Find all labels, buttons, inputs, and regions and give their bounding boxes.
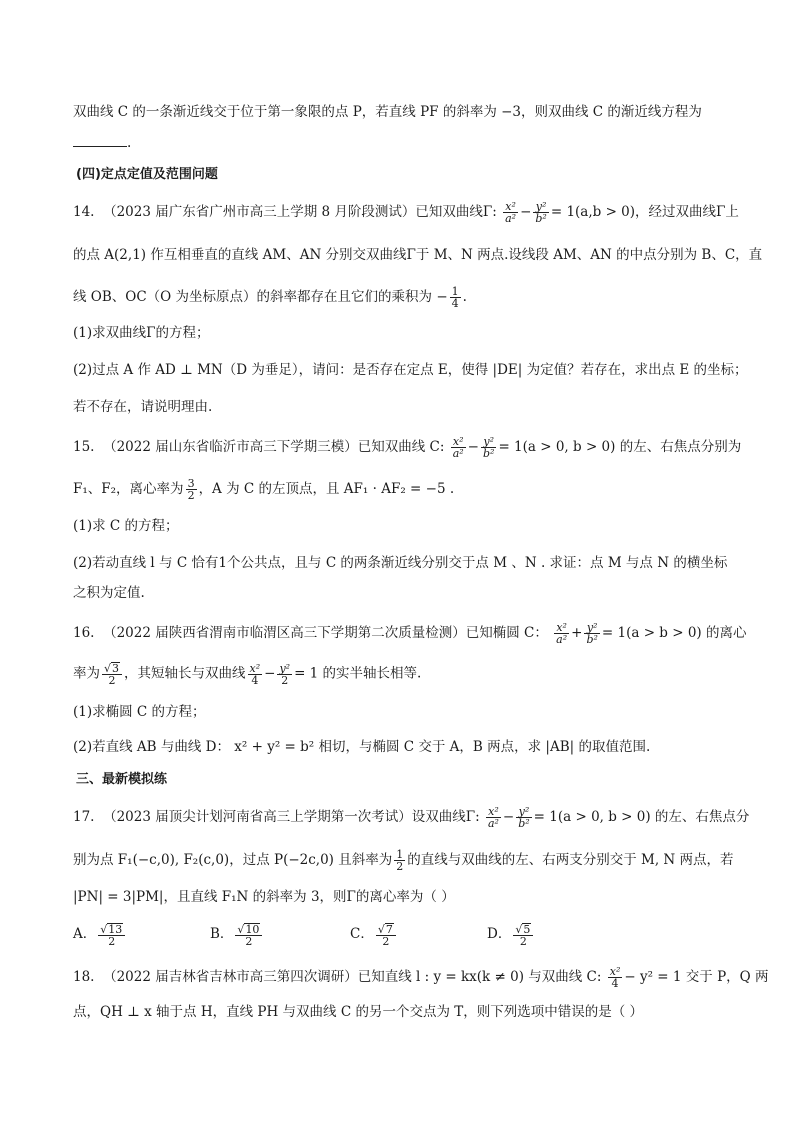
question-18-line2: 点，QH ⊥ x 轴于点 H，直线 PH 与双曲线 C 的另一个交点为 T，则下列选项中错误的是（ ） xyxy=(73,1004,644,1020)
question-17-line3: |PN| = 3|PM|，且直线 F₁N 的斜率为 3，则Γ的离心率为（ ） xyxy=(73,889,455,905)
fraction: $\frac{\text{y²}}{2}$ xyxy=(279,661,291,687)
question-14-part2b: 若不存在，请说明理由. xyxy=(73,399,213,415)
fraction: $\frac{3}{2}$ xyxy=(187,477,195,502)
choice-a: A． $\frac{√13}{2}$ xyxy=(73,922,127,947)
answer-blank-line: . xyxy=(73,133,131,153)
section-title: 三、最新模拟练 xyxy=(76,772,168,787)
question-17-line2: 别为点 F₁(−c,0), F₂(c,0)，过点 P(−2c,0) 且斜率为 $\frac{1}{2}$ 的直线与双曲线的左、右两支分别交于 M, N 两点，若 xyxy=(73,848,734,873)
question-15-part1: (1)求 C 的方程； xyxy=(73,518,179,534)
question-14-line1: 14. （2023 届广东省广州市高三上学期 8 月阶段测试）已知双曲线Γ: $\frac{\text{x²}}{\text{a²}}$ − $\frac{\text{y²}}{\text{b²}}$ = 1(a,b > 0)，经过双曲线Γ上 xyxy=(73,200,739,225)
question-16-part2: (2)若直线 AB 与曲线 D： x² + y² = b² 相切，与椭圆 C 交于 A，B 两点，求 |AB| 的取值范围. xyxy=(73,739,651,755)
fraction: $\frac{\text{x²}}{4}$ xyxy=(609,965,621,990)
fraction: $\frac{1}{4}$ xyxy=(451,285,459,310)
fraction: $\frac{\text{x²}}{\text{a²}}$ xyxy=(452,435,464,460)
question-15-line1: 15. （2022 届山东省临沂市高三下学期三模）已知双曲线 C: $\frac{\text{x²}}{\text{a²}}$ − $\frac{\text{y²}}{\text{b²}}$ = 1(a > 0, b > 0) 的左、右焦点分别为 xyxy=(73,435,742,460)
question-15-line2: F₁、F₂，离心率为 $\frac{3}{2}$ ，A 为 C 的左顶点，且 AF₁ · AF₂ = −5 . xyxy=(73,477,455,502)
question-14-part1: (1)求双曲线Γ的方程； xyxy=(73,325,210,341)
question-18-line1: 18. （2022 届吉林省吉林市高三第四次调研）已知直线 l : y = kx(k ≠ 0) 与双曲线 C: $\frac{\text{x²}}{4}$ − y² = 1 交于 P，Q 两 xyxy=(73,965,769,990)
section-title: (四)定点定值及范围问题 xyxy=(76,167,218,182)
choice-d: D． $\frac{√5}{2}$ xyxy=(487,922,535,947)
question-14-line3: 线 OB、OC（O 为坐标原点）的斜率都存在且它们的乘积为 − $\frac{1}{4}$ . xyxy=(73,285,467,310)
choice-b: B． $\frac{√10}{2}$ xyxy=(210,922,264,947)
text-line: 双曲线 C 的一条渐近线交于位于第一象限的点 P，若直线 PF 的斜率为 −3，则双曲线 C 的渐近线方程为 xyxy=(73,104,702,120)
answer-blank xyxy=(73,134,127,147)
question-15-part2: (2)若动直线 l 与 C 恰有1个公共点，且与 C 的两条渐近线分别交于点 M 、N . 求证：点 M 与点 N 的横坐标 xyxy=(73,555,728,571)
choice-c: C． $\frac{√7}{2}$ xyxy=(350,922,398,947)
question-15-part2b: 之积为定值. xyxy=(73,585,145,601)
question-17-line1: 17. （2023 届顶尖计划河南省高三上学期第一次考试）设双曲线Γ: $\frac{\text{x²}}{\text{a²}}$ − $\frac{\text{y²}}{\text{b²}}$ = 1(a > 0, b > 0) 的左、右焦点分 xyxy=(73,805,750,830)
fraction: $\frac{\text{x²}}{\text{a²}}$ xyxy=(505,200,517,225)
fraction: $\frac{\text{y²}}{\text{b²}}$ xyxy=(518,805,530,830)
question-14-line2: 的点 A(2,1) 作互相垂直的直线 AM、AN 分别交双曲线Γ于 M、N 两点.设线段 AM、AN 的中点分别为 B、C，直 xyxy=(73,247,763,263)
fraction: $\frac{\text{y²}}{\text{b²}}$ xyxy=(586,621,598,646)
fraction: $\frac{1}{2}$ xyxy=(396,848,404,873)
fraction: $\frac{√3}{2}$ xyxy=(102,662,122,686)
fraction: $\frac{\text{x²}}{4}$ xyxy=(249,661,261,687)
fraction: $\frac{\text{x²}}{\text{a²}}$ xyxy=(487,805,499,830)
fraction: $\frac{\text{y²}}{\text{b²}}$ xyxy=(535,200,547,225)
question-16-line1: 16. （2022 届陕西省渭南市临渭区高三下学期第二次质量检测）已知椭圆 C： $\frac{\text{x²}}{\text{a²}}$ + $\frac{\text{y²}}{\text{b²}}$ = 1(a > b > 0) 的离心 xyxy=(73,621,747,646)
question-14-part2: (2)过点 A 作 AD ⊥ MN（D 为垂足），请问：是否存在定点 E，使得 |DE| 为定值？若存在，求出点 E 的坐标； xyxy=(73,362,748,378)
question-16-part1: (1)求椭圆 C 的方程； xyxy=(73,704,206,720)
question-16-line2: 率为 $\frac{√3}{2}$ ，其短轴长与双曲线 $\frac{\text{x²}}{4}$ − $\frac{\text{y²}}{2}$ = 1 的实半轴长相等. xyxy=(73,661,422,687)
fraction: $\frac{\text{y²}}{\text{b²}}$ xyxy=(482,435,495,460)
fraction: $\frac{\text{x²}}{\text{a²}}$ xyxy=(556,621,568,646)
